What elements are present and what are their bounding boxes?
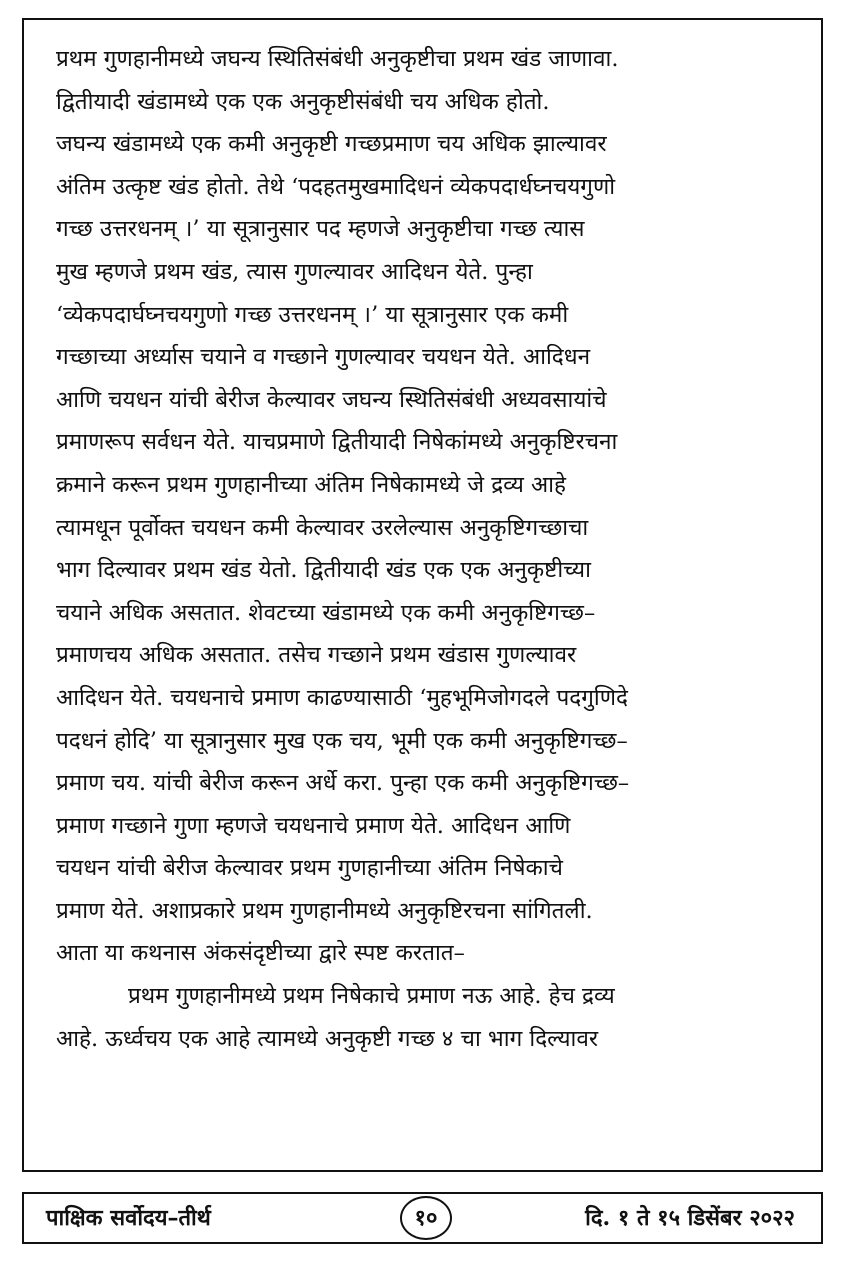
page-number-badge: १० — [400, 1196, 452, 1240]
page-text-frame — [22, 18, 823, 1172]
publication-name: पाक्षिक सर्वोदय–तीर्थ — [46, 1205, 211, 1231]
text-line: प्रमाण गच्छाने गुणा म्हणजे चयधनाचे प्रमाण येते. आदिधन आणि — [56, 812, 571, 839]
text-line: अंतिम उत्कृष्ट खंड होतो. तेथे ‘पदहतमुखमादिधनं व्येकपदार्धघ्नचयगुणो — [56, 173, 616, 200]
text-line: प्रमाण येते. अशाप्रकारे प्रथम गुणहानीमध्ये अनुकृष्टिरचना सांगितली. — [56, 897, 593, 924]
paragraph-start-line: प्रथम गुणहानीमध्ये प्रथम निषेकाचे प्रमाण नऊ आहे. हेच द्रव्य — [128, 983, 615, 1010]
text-line: प्रथम गुणहानीमध्ये जघन्य स्थितिसंबंधी अनुकृष्टीचा प्रथम खंड जाणावा. — [56, 46, 619, 72]
text-line: भाग दिल्यावर प्रथम खंड येतो. द्वितीयादी खंड एक एक अनुकृष्टीच्या — [56, 557, 591, 584]
text-line: द्वितीयादी खंडामध्ये एक एक अनुकृष्टीसंबंधी चय अधिक होतो. — [56, 88, 550, 115]
text-line: आणि चयधन यांची बेरीज केल्यावर जघन्य स्थितिसंबंधी अध्यवसायांचे — [56, 386, 607, 413]
text-line: प्रमाण चय. यांची बेरीज करून अर्धे करा. पुन्हा एक कमी अनुकृष्टिगच्छ– — [56, 770, 630, 797]
text-line: जघन्य खंडामध्ये एक कमी अनुकृष्टी गच्छप्रमाण चय अधिक झाल्यावर — [56, 131, 607, 158]
text-line: ‘व्येकपदार्घघ्नचयगुणो गच्छ उत्तरधनम् ।’ या सूत्रानुसार एक कमी — [56, 301, 569, 328]
text-line: आदिधन येते. चयधनाचे प्रमाण काढण्यासाठी ‘मुहभूमिजोगदले पदगुणिदे — [56, 684, 628, 711]
text-line: गच्छाच्या अर्ध्यास चयाने व गच्छाने गुणल्यावर चयधन येते. आदिधन — [56, 344, 591, 371]
text-line: त्यामधून पूर्वोक्त चयधन कमी केल्यावर उरलेल्यास अनुकृष्टिगच्छाचा — [56, 514, 589, 541]
text-line: मुख म्हणजे प्रथम खंड, त्यास गुणल्यावर आदिधन येते. पुन्हा — [56, 258, 533, 285]
text-line: आता या कथनास अंकसंदृष्टीच्या द्वारे स्पष्ट करतात– — [56, 940, 465, 967]
page-footer — [22, 1192, 823, 1244]
text-line: क्रमाने करून प्रथम गुणहानीच्या अंतिम निषेकामध्ये जे द्रव्य आहे — [56, 471, 566, 498]
issue-date: दि. १ ते १५ डिसेंबर २०२२ — [585, 1205, 795, 1231]
text-line: प्रमाणरूप सर्वधन येते. याचप्रमाणे द्वितीयादी निषेकांमध्ये अनुकृष्टिरचना — [56, 429, 618, 456]
text-line: गच्छ उत्तरधनम् ।’ या सूत्रानुसार पद म्हणजे अनुकृष्टीचा गच्छ त्यास — [56, 216, 585, 243]
text-line: पदधनं होदि’ या सूत्रानुसार मुख एक चय, भूमी एक कमी अनुकृष्टिगच्छ– — [56, 727, 628, 754]
text-line: चयधन यांची बेरीज केल्यावर प्रथम गुणहानीच्या अंतिम निषेकाचे — [56, 855, 563, 882]
text-line: प्रमाणचय अधिक असतात. तसेच गच्छाने प्रथम खंडास गुणल्यावर — [56, 642, 577, 669]
text-line: चयाने अधिक असतात. शेवटच्या खंडामध्ये एक कमी अनुकृष्टिगच्छ– — [56, 599, 596, 626]
text-line: आहे. ऊर्ध्वचय एक आहे त्यामध्ये अनुकृष्टी गच्छ ४ चा भाग दिल्यावर — [56, 1025, 599, 1052]
